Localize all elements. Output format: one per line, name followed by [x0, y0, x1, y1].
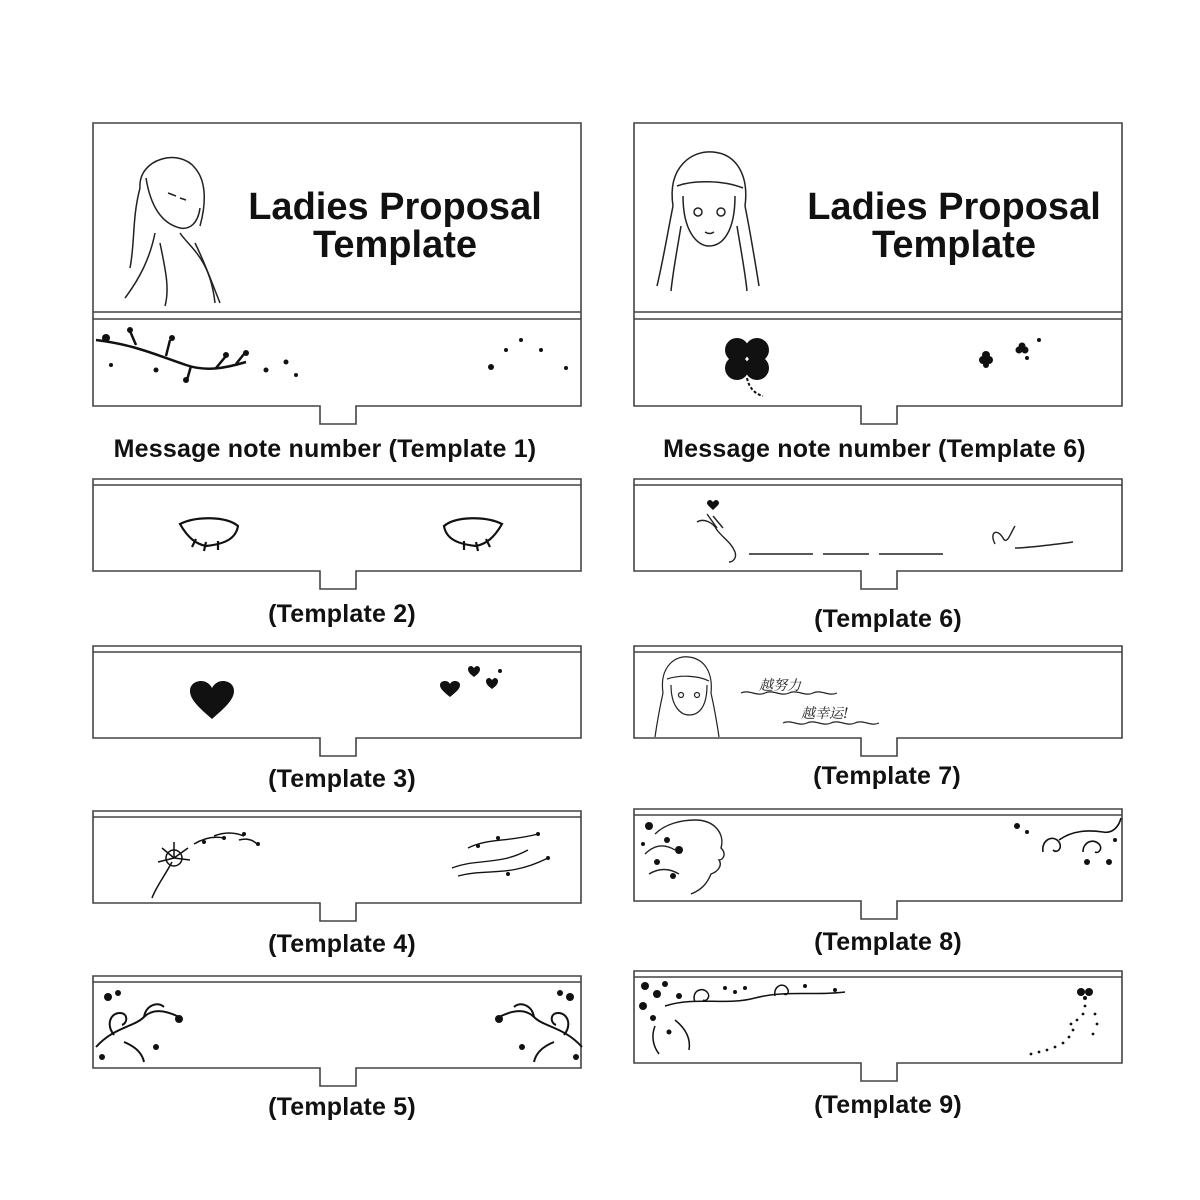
small-hearts-icon: [440, 663, 510, 713]
template-8-caption: (Template 8): [814, 928, 962, 956]
dandelion-seeds-icon: [448, 828, 558, 888]
template-3-caption: (Template 3): [268, 765, 416, 793]
template-5-panel: [92, 975, 584, 1087]
template-8-panel: [633, 808, 1125, 920]
template-7-line2: 越幸运!: [801, 706, 849, 722]
finger-heart-line-icon: [693, 492, 1143, 572]
template-6-header-caption: Message note number (Template 6): [663, 435, 1086, 463]
floral-border-icon: [635, 976, 875, 1062]
branch-decoration-icon: [96, 320, 576, 400]
floral-swirl-left-icon: [94, 987, 194, 1067]
template-2-panel: [92, 478, 584, 590]
template-1-title: Ladies Proposal Template: [248, 186, 542, 266]
wavy-underlines-icon: [737, 685, 907, 745]
template-7-caption: (Template 7): [813, 762, 961, 790]
girl-portrait-icon: [653, 146, 763, 296]
template-3-outline: [92, 645, 584, 757]
template-2-caption: (Template 2): [268, 600, 416, 628]
wing-left-icon: [176, 514, 246, 554]
small-clovers-icon: [975, 336, 1055, 376]
template-2-outline: [92, 478, 584, 590]
heart-icon: [190, 681, 234, 721]
template-4-caption: (Template 4): [268, 930, 416, 958]
template-6-caption: (Template 6): [814, 605, 962, 633]
wing-right-icon: [436, 514, 506, 554]
template-9-panel: [633, 970, 1125, 1082]
butterfly-dotted-trail-icon: [1025, 984, 1115, 1064]
floral-woman-profile-icon: [635, 814, 745, 900]
template-1-caption: Message note number (Template 1): [113, 435, 537, 463]
girl-sketch-small-icon: [653, 653, 723, 739]
template-7-panel: [633, 645, 1125, 757]
template-3-panel: [92, 645, 584, 757]
template-7-line1: 越努力: [759, 678, 801, 694]
template-5-caption: (Template 5): [268, 1093, 416, 1121]
floral-swirl-corner-icon: [1003, 812, 1123, 872]
template-6-panel: [633, 478, 1125, 590]
template-1-panel: [92, 122, 584, 427]
template-9-caption: (Template 9): [814, 1091, 962, 1119]
template-6-title: Ladies Proposal Template: [807, 186, 1101, 266]
floral-swirl-right-icon: [484, 987, 584, 1067]
template-4-panel: [92, 810, 584, 922]
template-6-header-panel: [633, 122, 1125, 427]
dandelion-icon: [144, 822, 274, 902]
girl-sketch-icon: [110, 148, 250, 308]
four-leaf-clover-icon: [719, 332, 779, 402]
